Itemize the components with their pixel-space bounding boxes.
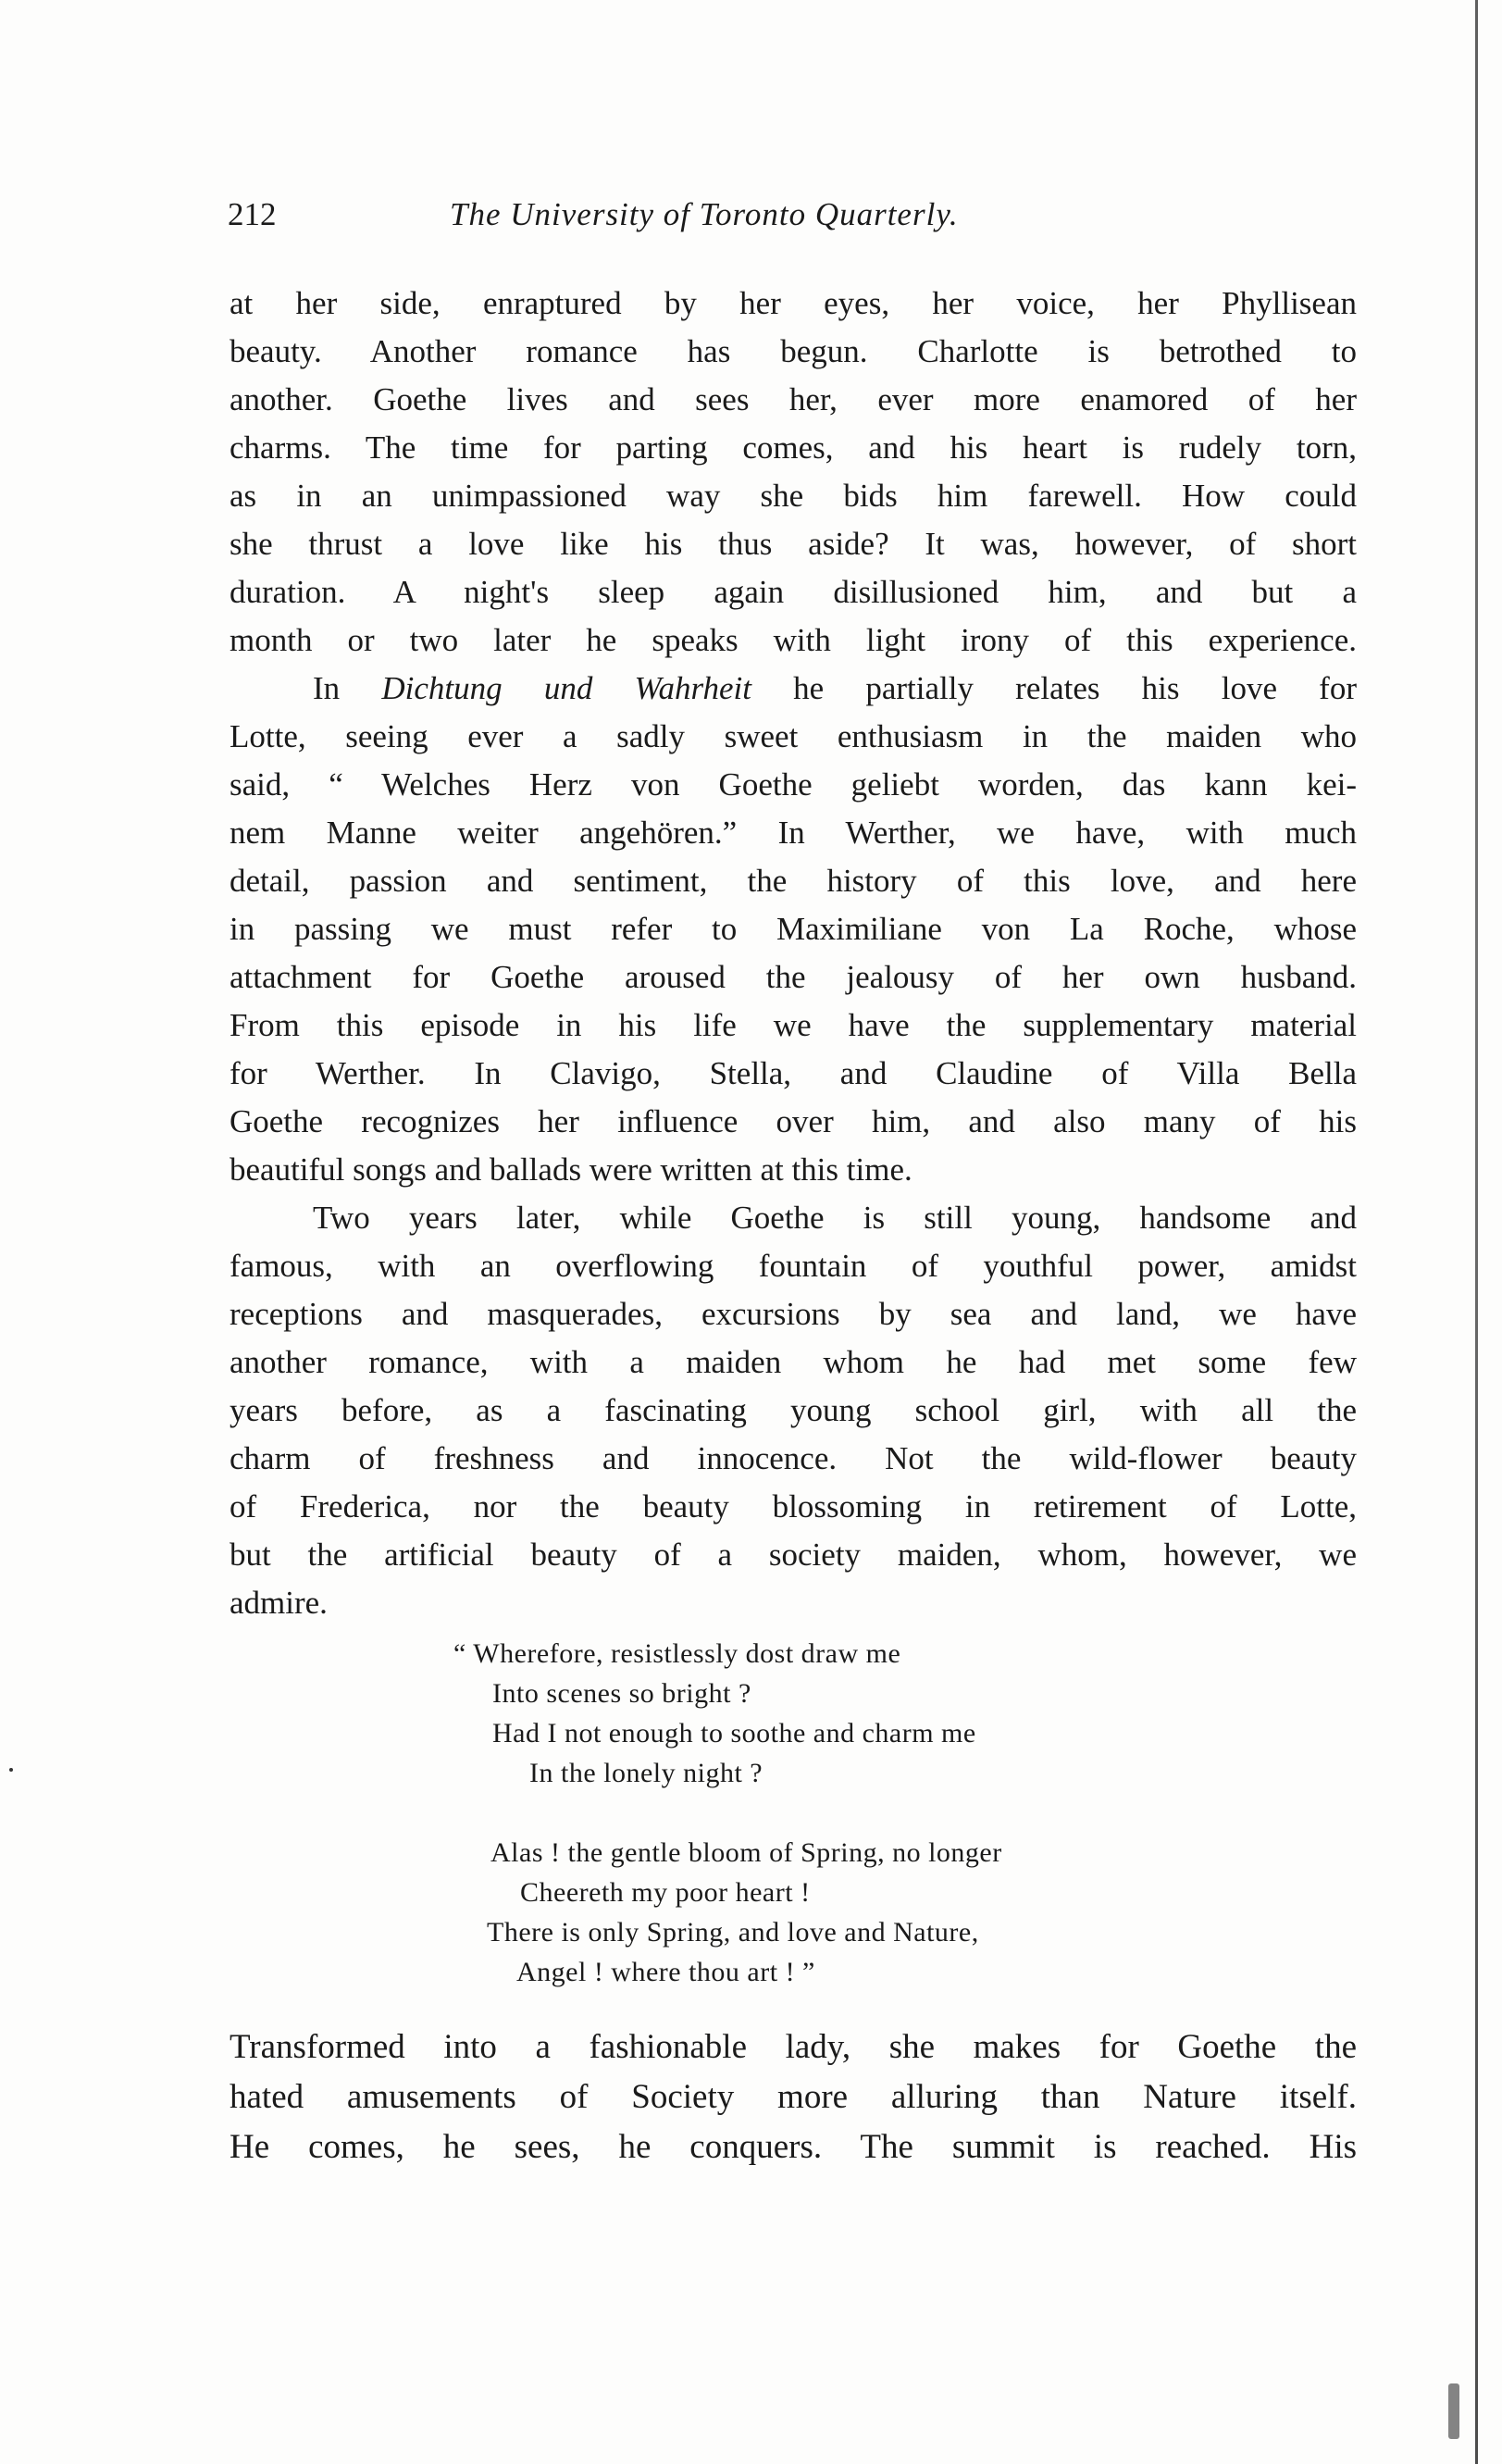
text-line: attachment for Goethe aroused the jealousy of her own husband. bbox=[230, 959, 1357, 995]
body-text bbox=[230, 280, 1357, 1627]
text-line: Transformed into a fashionable lady, she makes for Goethe the bbox=[230, 2028, 1357, 2066]
text-line: another romance, with a maiden whom he had met some few bbox=[230, 1344, 1357, 1380]
poem-line: In the lonely night ? bbox=[529, 1758, 763, 1788]
scan-blot bbox=[1448, 2383, 1459, 2439]
text-line: said, “ Welches Herz von Goethe geliebt worden, das kann kei- bbox=[230, 766, 1357, 803]
poem-line: There is only Spring, and love and Nature, bbox=[487, 1917, 979, 1948]
text-line: From this episode in his life we have the supplementary material bbox=[230, 1007, 1357, 1043]
poem-line: “ Wherefore, resistlessly dost draw me bbox=[453, 1638, 901, 1669]
text-line: charm of freshness and innocence. Not the wild-flower beauty bbox=[230, 1440, 1357, 1476]
running-title: The University of Toronto Quarterly. bbox=[450, 196, 959, 232]
text-line: beautiful songs and ballads were written at this time. bbox=[230, 1151, 912, 1188]
poem-line: Cheereth my poor heart ! bbox=[520, 1877, 811, 1908]
text-line: at her side, enraptured by her eyes, her voice, her Phyllisean bbox=[230, 285, 1357, 321]
page-edge-shadow bbox=[1475, 0, 1478, 2464]
paragraph-start-line: Two years later, while Goethe is still young, handsome and bbox=[313, 1200, 1357, 1236]
text-line: admire. bbox=[230, 1585, 328, 1621]
text-line: as in an unimpassioned way she bids him farewell. How could bbox=[230, 478, 1357, 514]
page-header bbox=[228, 196, 1153, 243]
text-line: hated amusements of Society more alluring than Nature itself. bbox=[230, 2078, 1357, 2116]
poem-line: Into scenes so bright ? bbox=[492, 1678, 751, 1709]
text-line: Lotte, seeing ever a sadly sweet enthusiasm in the maiden who bbox=[230, 718, 1357, 754]
closing-paragraph bbox=[230, 2022, 1357, 2172]
text-line: duration. A night's sleep again disillusioned him, and but a bbox=[230, 574, 1357, 610]
text-line: famous, with an overflowing fountain of youthful power, amidst bbox=[230, 1248, 1357, 1284]
italic-title: Dichtung und Wahrheit bbox=[381, 670, 751, 706]
text-line: but the artificial beauty of a society maiden, whom, however, we bbox=[230, 1537, 1357, 1573]
text-line: in passing we must refer to Maximiliane von La Roche, whose bbox=[230, 911, 1357, 947]
text-line: years before, as a fascinating young school girl, with all the bbox=[230, 1392, 1357, 1428]
text-run: In bbox=[313, 670, 382, 706]
text-line: month or two later he speaks with light irony of this experience. bbox=[230, 622, 1357, 658]
text-line: she thrust a love like his thus aside? It was, however, of short bbox=[230, 526, 1357, 562]
stanza-divider bbox=[453, 1793, 1194, 1833]
text-line: receptions and masquerades, excursions by sea and land, we have bbox=[230, 1296, 1357, 1332]
poem-line: Had I not enough to soothe and charm me bbox=[492, 1718, 976, 1748]
poem-block bbox=[453, 1634, 1194, 1992]
text-line: another. Goethe lives and sees her, ever more enamored of her bbox=[230, 381, 1357, 417]
text-line: He comes, he sees, he conquers. The summit is reached. His bbox=[230, 2128, 1357, 2166]
text-line: for Werther. In Clavigo, Stella, and Claudine of Villa Bella bbox=[230, 1055, 1357, 1091]
text-run: he partially relates his love for bbox=[751, 670, 1357, 706]
text-line: detail, passion and sentiment, the history of this love, and here bbox=[230, 863, 1357, 899]
text-line: of Frederica, nor the beauty blossoming in retirement of Lotte, bbox=[230, 1488, 1357, 1524]
scan-speck bbox=[9, 1768, 13, 1772]
text-line: beauty. Another romance has begun. Charlotte is betrothed to bbox=[230, 333, 1357, 369]
poem-line: Angel ! where thou art ! ” bbox=[516, 1957, 815, 1987]
page-number: 212 bbox=[228, 196, 277, 232]
paragraph-start-line bbox=[230, 665, 1357, 713]
poem-line: Alas ! the gentle bloom of Spring, no longer bbox=[490, 1837, 1002, 1868]
text-line: charms. The time for parting comes, and his heart is rudely torn, bbox=[230, 429, 1357, 466]
text-line: Goethe recognizes her influence over him, and also many of his bbox=[230, 1103, 1357, 1139]
text-line: nem Manne weiter angehören.” In Werther, we have, with much bbox=[230, 815, 1357, 851]
